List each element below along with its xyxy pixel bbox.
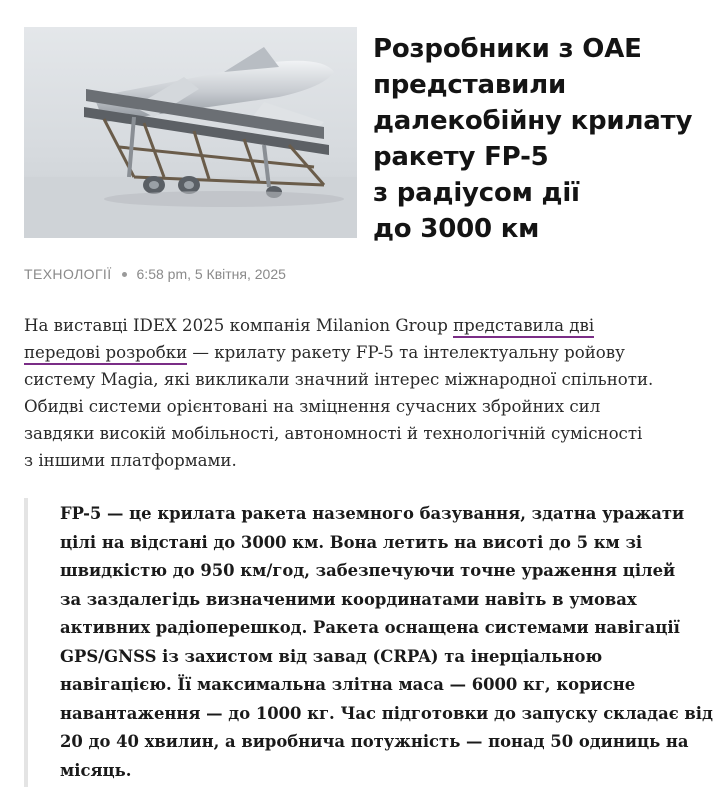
quote-line: за заздалегідь визначеними координатами навіть в умовах: [60, 589, 637, 609]
quote-line: активних радіоперешкод. Ракета оснащена системами навігації: [60, 618, 680, 637]
inline-link-part[interactable]: передові розробки: [24, 343, 187, 365]
headline-line: з радіусом дії: [373, 178, 580, 208]
article-meta: [24, 264, 714, 284]
headline-line: ракету FP-5: [373, 142, 549, 172]
category-link[interactable]: ТЕХНОЛОГІЇ: [24, 266, 112, 282]
publish-timestamp: 6:58 pm, 5 Квітня, 2025: [136, 266, 286, 282]
quote-line: навантаження — до 1000 кг. Час підготовки до запуску складає від: [60, 703, 713, 723]
article-hero: [24, 27, 714, 247]
hero-image-missile-launcher[interactable]: [24, 27, 357, 238]
inline-link-part[interactable]: представила дві: [453, 316, 594, 338]
headline-line: представили: [373, 70, 566, 100]
lead-line: систему Magia, які викликали значний інтерес міжнародної спільноти.: [24, 370, 654, 389]
lead-line: завдяки високій мобільності, автономності й технологічній сумісності: [24, 424, 643, 443]
quote-line: цілі на відстані до 3000 км. Вона летить на висоті до 5 км зі: [60, 532, 643, 552]
lead-line: Обидві системи орієнтовані на зміцнення сучасних збройних сил: [24, 397, 601, 416]
quote-line: навігацією. Її максимальна злітна маса — 6000 кг, корисне: [60, 675, 636, 694]
lead-text: — крилату ракету FP-5 та інтелектуальну ройову: [187, 343, 625, 362]
lead-line: [24, 312, 714, 339]
lead-line: з іншими платформами.: [24, 451, 237, 470]
headline-line: Розробники з ОАЕ: [373, 34, 642, 64]
quote-line: місяць.: [60, 760, 132, 780]
article-lead-paragraph: [24, 312, 714, 474]
lead-text: На виставці IDEX 2025 компанія Milanion Group: [24, 316, 454, 335]
meta-separator-dot: [122, 272, 127, 277]
quote-line: швидкістю до 950 км/год, забезпечуючи точне ураження цілей: [60, 561, 676, 580]
lead-line: [24, 339, 714, 366]
headline-line: до 3000 км: [373, 214, 540, 244]
article-headline[interactable]: [373, 31, 703, 247]
quote-line: GPS/GNSS із захистом від завад (CRPA) та інерціальною: [60, 646, 603, 666]
specs-blockquote: [24, 498, 713, 787]
quote-line: 20 до 40 хвилин, а виробнича потужність — понад 50 одиниць на: [60, 732, 689, 751]
quote-line: FP-5 — це крилата ракета наземного базування, здатна уражати: [60, 504, 685, 523]
article: [24, 27, 714, 787]
headline-line: далекобійну крилату: [373, 106, 693, 136]
